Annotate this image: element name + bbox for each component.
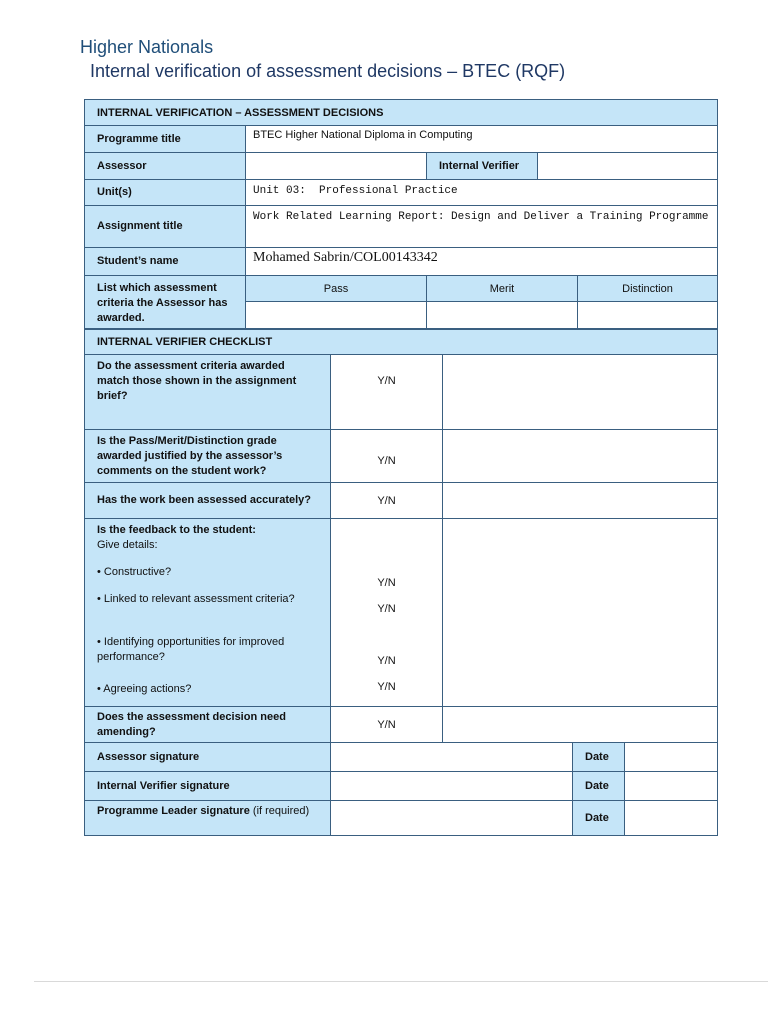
assessor-label: Assessor bbox=[84, 153, 246, 180]
checklist-row-amending bbox=[84, 707, 718, 743]
grade-input-pass[interactable] bbox=[246, 302, 427, 329]
verifier-date-label: Date bbox=[573, 772, 625, 801]
grade-input-merit[interactable] bbox=[427, 302, 578, 329]
units-row bbox=[84, 180, 718, 206]
internal-verifier-label: Internal Verifier bbox=[427, 153, 538, 180]
question-feedback bbox=[84, 519, 331, 707]
grade-input-distinction[interactable] bbox=[578, 302, 718, 329]
internal-verifier-value[interactable] bbox=[538, 153, 718, 180]
assessor-date-field[interactable] bbox=[625, 743, 718, 772]
feedback-item-actions: • Agreeing actions? bbox=[97, 683, 192, 695]
grade-header-pass: Pass bbox=[246, 276, 427, 302]
page-title: Higher Nationals bbox=[80, 37, 214, 57]
units-value[interactable]: Unit 03: Professional Practice bbox=[246, 180, 718, 206]
details-amending[interactable] bbox=[443, 707, 718, 743]
feedback-item-constructive: • Constructive? bbox=[97, 566, 172, 578]
yn-grade-justified[interactable]: Y/N bbox=[331, 430, 443, 483]
details-grade-justified[interactable] bbox=[443, 430, 718, 483]
assignment-title-value[interactable]: Work Related Learning Report: Design and Deliver a Training Programme bbox=[246, 206, 718, 248]
student-row bbox=[84, 248, 718, 276]
leader-date-label: Date bbox=[573, 801, 625, 836]
leader-signature-label bbox=[84, 801, 331, 836]
details-assessed-accurately[interactable] bbox=[443, 483, 718, 519]
assessor-value[interactable] bbox=[246, 153, 427, 180]
details-criteria-match[interactable] bbox=[443, 355, 718, 430]
verifier-date-field[interactable] bbox=[625, 772, 718, 801]
assignment-title-label: Assignment title bbox=[84, 206, 246, 248]
page-footer-rule bbox=[34, 981, 768, 982]
feedback-give-details: Give details: bbox=[97, 539, 158, 551]
leader-signature-note: (if required) bbox=[249, 805, 310, 817]
grade-header-merit: Merit bbox=[427, 276, 578, 302]
verifier-signature-row bbox=[84, 772, 718, 801]
details-feedback[interactable] bbox=[443, 519, 718, 707]
checklist-row-feedback bbox=[84, 519, 718, 707]
criteria-row bbox=[84, 276, 718, 329]
criteria-label: List which assessment criteria the Assessor has awarded. bbox=[84, 276, 246, 329]
page-subtitle: Internal verification of assessment decisions – BTEC (RQF) bbox=[90, 61, 566, 81]
verifier-signature-label: Internal Verifier signature bbox=[84, 772, 331, 801]
grade-header-distinction: Distinction bbox=[578, 276, 718, 302]
yn-amending[interactable]: Y/N bbox=[331, 707, 443, 743]
yn-feedback-constructive[interactable]: Y/N bbox=[377, 577, 396, 589]
leader-signature-row bbox=[84, 801, 718, 836]
verifier-signature-field[interactable] bbox=[331, 772, 573, 801]
student-name-label: Student’s name bbox=[84, 248, 246, 276]
assessor-signature-field[interactable] bbox=[331, 743, 573, 772]
yn-feedback-column bbox=[331, 519, 443, 707]
checklist-row-assessed-accurately bbox=[84, 483, 718, 519]
leader-signature-text: Programme Leader signature bbox=[97, 805, 250, 817]
checklist-row-grade-justified bbox=[84, 430, 718, 483]
assignment-row bbox=[84, 206, 718, 248]
yn-feedback-opportunities[interactable]: Y/N bbox=[377, 655, 396, 667]
question-amending: Does the assessment decision need amending? bbox=[84, 707, 331, 743]
assessor-signature-row bbox=[84, 743, 718, 772]
yn-assessed-accurately[interactable]: Y/N bbox=[331, 483, 443, 519]
programme-title-label: Programme title bbox=[84, 126, 246, 153]
yn-feedback-actions[interactable]: Y/N bbox=[377, 681, 396, 693]
question-grade-justified: Is the Pass/Merit/Distinction grade awarded justified by the assessor’s comments on the student work? bbox=[84, 430, 331, 483]
leader-signature-field[interactable] bbox=[331, 801, 573, 836]
section-heading-assessment-decisions: INTERNAL VERIFICATION – ASSESSMENT DECISIONS bbox=[84, 99, 718, 126]
question-assessed-accurately: Has the work been assessed accurately? bbox=[84, 483, 331, 519]
programme-title-value[interactable]: BTEC Higher National Diploma in Computing bbox=[246, 126, 718, 153]
checklist-row-criteria-match bbox=[84, 355, 718, 430]
section-heading-checklist: INTERNAL VERIFIER CHECKLIST bbox=[84, 329, 718, 355]
programme-row bbox=[84, 126, 718, 153]
question-criteria-match: Do the assessment criteria awarded match those shown in the assignment brief? bbox=[84, 355, 331, 430]
yn-feedback-linked[interactable]: Y/N bbox=[377, 603, 396, 615]
assessor-date-label: Date bbox=[573, 743, 625, 772]
feedback-title: Is the feedback to the student: bbox=[97, 524, 256, 536]
assessor-signature-label: Assessor signature bbox=[84, 743, 331, 772]
student-name-value[interactable]: Mohamed Sabrin/COL00143342 bbox=[246, 248, 718, 276]
assessor-row bbox=[84, 153, 718, 180]
feedback-item-opportunities: • Identifying opportunities for improved performance? bbox=[97, 636, 285, 663]
leader-date-field[interactable] bbox=[625, 801, 718, 836]
units-label: Unit(s) bbox=[84, 180, 246, 206]
feedback-item-linked: • Linked to relevant assessment criteria? bbox=[97, 593, 295, 605]
yn-criteria-match[interactable]: Y/N bbox=[331, 355, 443, 430]
